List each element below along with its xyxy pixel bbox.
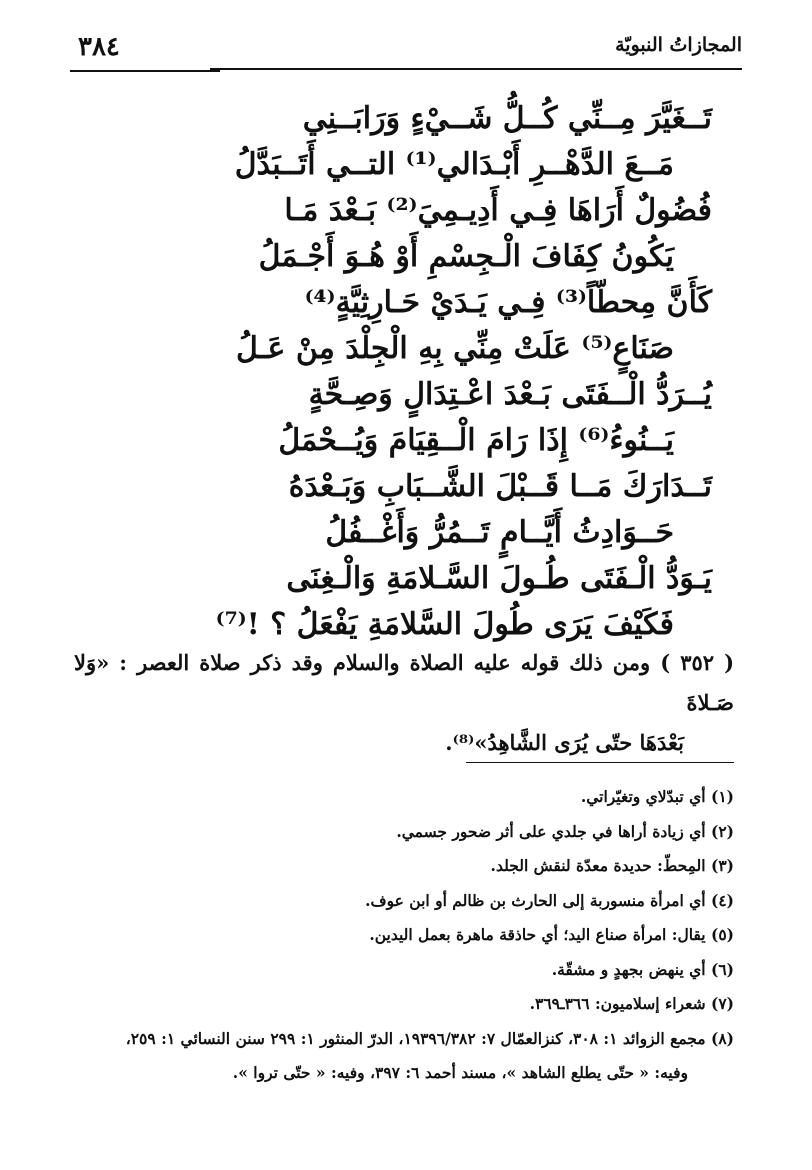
verse-line: صَنَاعٍ⁽⁵⁾ عَلَتْ مِنِّي بِهِ الْجِلْدَ مِنْ عَـلُ — [236, 331, 674, 366]
header-rule — [210, 68, 742, 70]
prose-line: ( ٣٥٢ ) ومن ذلك قوله عليه الصلاة والسلام وقد ذكر صلاة العصر : «وَلا صَـلاةَ — [74, 650, 735, 715]
verse-line: فَكَيْفَ يَرَى طُولَ السَّلامَةِ يَفْعَلُ ؟ !⁽⁷⁾ — [215, 607, 674, 642]
footnote: (٦) أي ينهض بجهدٍ و مشقّة. — [551, 959, 734, 979]
footnote: (٣) المِحطّ: حديدة معدّة لنقش الجلد. — [490, 856, 734, 875]
verse-line: مَــعَ الدَّهْــرِ أَبْـدَالي⁽¹⁾ التــي أَتَــبَدَّلُ — [234, 147, 674, 182]
page-number-underline — [70, 70, 220, 72]
prose-line: بَعْدَهَا حتّى يُرَى الشَّاهِدُ»⁽⁸⁾. — [445, 730, 684, 755]
verse-line: تَــغَيَّرَ مِــنِّي كُــلُّ شَــيْءٍ وَرَابَــنِي — [302, 101, 712, 136]
footnote: (٢) أي زيادة أراها في جلدي على أثر ضحور جسمي. — [396, 821, 734, 841]
page-number: ٣٨٤ — [78, 32, 120, 62]
footnotes — [64, 780, 734, 1091]
footnote: (٨) مجمع الزوائد ١: ٣٠٨، كنزالعمّال ٧: ١٩٣٩٦/٣٨٢، الدرّ المنثور ١: ٢٩٩ سنن النسائي ١: ٢٥٩، — [125, 1028, 734, 1048]
footnote: (١) أي تبدّلاي وتغيّراتي. — [580, 787, 734, 806]
verse-line: حَــوَادِثُ أَيَّــامٍ تَــمُرُّ وَأَغْــفُلُ — [325, 515, 674, 550]
verse-line: يَـوَدُّ الْـفَتَى طُـولَ السَّـلامَةِ وَالْـغِنَى — [286, 561, 712, 596]
footnote-divider — [466, 762, 734, 763]
footnote: (٤) أي امرأة منسوربة إلى الحارث بن ظالم أو ابن عوف. — [365, 890, 734, 910]
verse-line: يَــنُوءُ⁽⁶⁾ إِذَا رَامَ الْــقِيَامَ وَيُــحْمَلُ — [278, 423, 674, 458]
verse-line: كَأَنَّ مِحطّاً⁽³⁾ فِـي يَـدَيْ حَـارِثِيَّةٍ⁽⁴⁾ — [304, 285, 712, 320]
prose-paragraph — [74, 643, 734, 763]
page-header — [70, 28, 742, 72]
footnote: (٥) يقال: امرأة صناع اليد؛ أي حاذقة ماهرة بعمل اليدين. — [369, 925, 734, 944]
verse-line: يَكُونُ كِفَافَ الْـجِسْمِ أَوْ هُـوَ أَجْـمَلُ — [258, 239, 674, 274]
verse-line: فُضُولٌ أَرَاهَا فِـي أَدِيـمِيَ⁽²⁾ بَـعْدَ مَـا — [284, 193, 712, 228]
book-title: المجازاتُ النبويّة — [615, 34, 742, 56]
verse-line: يُــرَدُّ الْــفَتَى بَـعْدَ اعْـتِدَالٍ وَصِـحَّةٍ — [308, 377, 712, 412]
poem — [112, 96, 712, 648]
footnote: (٧) شعراء إسلاميون: ٣٦٦ـ٣٦٩. — [529, 994, 734, 1013]
footnote-continuation: وفيه: « حتّى يطلع الشاهد »، مسند أحمد ٦: ٣٩٧، وفيه: « حتّى تروا ». — [232, 1063, 688, 1082]
verse-line: تَــدَارَكَ مَــا قَــبْلَ الشَّــبَابِ وَبَـعْدَهُ — [288, 469, 712, 504]
